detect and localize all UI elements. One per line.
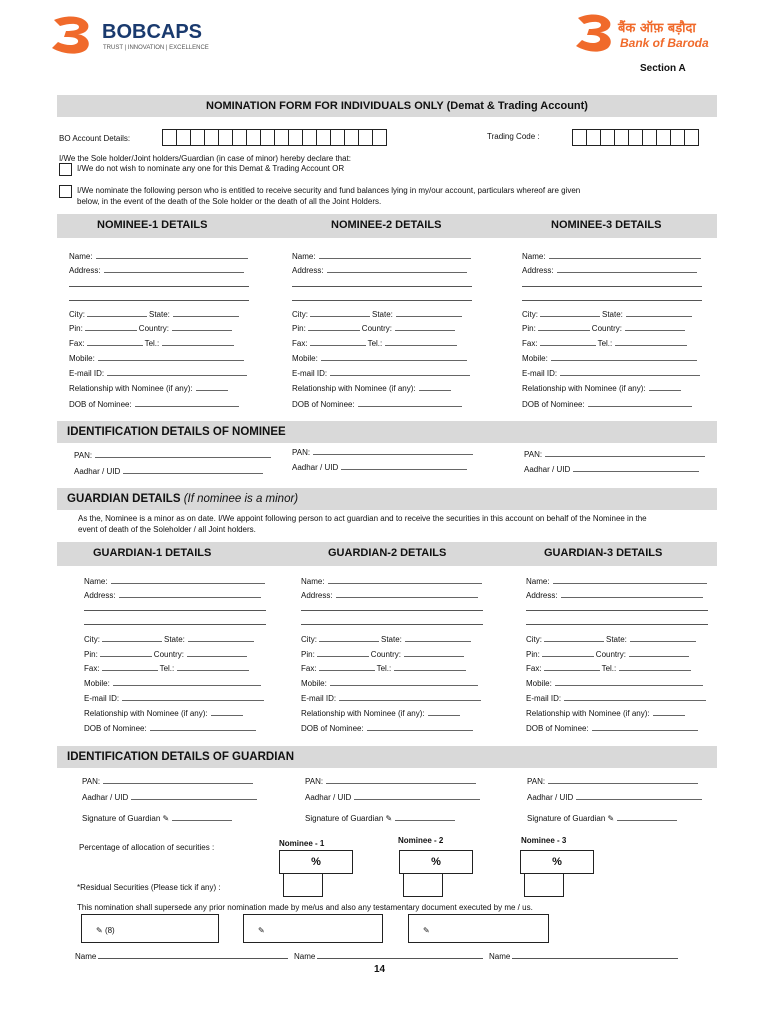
guardian-3-email-field[interactable]: E-mail ID: <box>526 694 706 703</box>
guardian-1-pin-country-field[interactable]: Pin: Country: <box>84 650 247 659</box>
sig-note: (8) <box>104 926 115 935</box>
nominee-1-name-field[interactable]: Name: <box>69 252 248 261</box>
guardian-3-aadhar-field[interactable]: Aadhar / UID <box>527 793 702 802</box>
guardian-2-name-field[interactable]: Name: <box>301 577 482 586</box>
guardian-3-name-field[interactable]: Name: <box>526 577 707 586</box>
bo-account-boxes[interactable] <box>162 129 386 146</box>
guardian-2-header: GUARDIAN-2 DETAILS <box>328 547 447 559</box>
pen-icon: ✎ <box>607 814 615 823</box>
nominee-1-relationship-field[interactable]: Relationship with Nominee (if any): <box>69 384 228 393</box>
declaration-text: I/We the Sole holder/Joint holders/Guardian (in case of minor) hereby declare that: <box>59 154 352 163</box>
guardian-3-pan-field[interactable]: PAN: <box>527 777 698 786</box>
allocation-label: Percentage of allocation of securities : <box>79 843 215 852</box>
nominee-1-pan-field[interactable]: PAN: <box>74 451 271 460</box>
nominee-3-pan-field[interactable]: PAN: <box>524 450 705 459</box>
nominee-2-relationship-field[interactable]: Relationship with Nominee (if any): <box>292 384 451 393</box>
holder-2-signature-box[interactable] <box>243 914 383 943</box>
residual-nominee-3-checkbox[interactable] <box>524 873 564 897</box>
nominee-3-email-field[interactable]: E-mail ID: <box>522 369 700 378</box>
form-title: NOMINATION FORM FOR INDIVIDUALS ONLY (Demat & Trading Account) <box>57 95 717 117</box>
holder-3-signature-box[interactable] <box>408 914 549 943</box>
bob-hindi-name: बैंक ऑफ़ बड़ौदा <box>618 21 696 36</box>
guardian-3-address-line-2[interactable] <box>526 610 708 611</box>
allocation-nominee-2-input[interactable]: % <box>399 850 473 874</box>
nominee-3-mobile-field[interactable]: Mobile: <box>522 354 697 363</box>
nominee-1-email-field[interactable]: E-mail ID: <box>69 369 247 378</box>
bob-english-name: Bank of Baroda <box>620 36 709 50</box>
nominee-2-header: NOMINEE-2 DETAILS <box>331 219 442 231</box>
guardian-note-line1: As the, Nominee is a minor as on date. I/We appoint following person to act guardian and to receive the securities in this account on behalf of the Nominee in the <box>78 514 647 523</box>
nominee-1-address-field[interactable]: Address: <box>69 266 244 275</box>
guardian-1-address-field[interactable]: Address: <box>84 591 261 600</box>
guardian-2-pan-field[interactable]: PAN: <box>305 777 476 786</box>
guardian-3-mobile-field[interactable]: Mobile: <box>526 679 703 688</box>
guardian-2-pin-country-field[interactable]: Pin: Country: <box>301 650 464 659</box>
id-nominee-title: IDENTIFICATION DETAILS OF NOMINEE <box>57 421 717 443</box>
guardian-title: GUARDIAN DETAILS <box>67 493 181 505</box>
guardian-3-relationship-field[interactable]: Relationship with Nominee (if any): <box>526 709 685 718</box>
holder-1-name[interactable]: Name <box>75 952 288 961</box>
nominee-2-dob-field[interactable]: DOB of Nominee: <box>292 400 462 409</box>
nominee-3-header: NOMINEE-3 DETAILS <box>551 219 662 231</box>
trading-code-label: Trading Code : <box>487 132 540 141</box>
nominee-1-fax-tel-field[interactable]: Fax: Tel.: <box>69 339 234 348</box>
pen-icon: ✎ <box>423 926 430 935</box>
guardian-3-address-line-3[interactable] <box>526 624 708 625</box>
nominee-1-dob-field[interactable]: DOB of Nominee: <box>69 400 239 409</box>
bobcaps-logo <box>48 12 248 56</box>
guardian-1-city-state-field[interactable]: City: State: <box>84 635 254 644</box>
guardian-2-email-field[interactable]: E-mail ID: <box>301 694 481 703</box>
guardian-1-mobile-field[interactable]: Mobile: <box>84 679 261 688</box>
nominee-3-address-field[interactable]: Address: <box>522 266 697 275</box>
nominee-1-pin-country-field[interactable]: Pin: Country: <box>69 324 232 333</box>
section-label: Section A <box>640 63 686 74</box>
guardian-title-suffix: (If nominee is a minor) <box>183 493 299 505</box>
guardian-2-dob-field[interactable]: DOB of Nominee: <box>301 724 473 733</box>
guardian-2-signature-field[interactable]: Signature of Guardian ✎ <box>305 814 455 823</box>
guardian-1-aadhar-field[interactable]: Aadhar / UID <box>82 793 257 802</box>
holder-2-name[interactable]: Name <box>294 952 483 961</box>
guardian-1-relationship-field[interactable]: Relationship with Nominee (if any): <box>84 709 243 718</box>
supersede-text: This nomination shall supersede any prior nomination made by me/us and also any testamentary document executed by me / us. <box>77 903 533 912</box>
nominee-2-aadhar-field[interactable]: Aadhar / UID <box>292 463 467 472</box>
nominee-3-relationship-field[interactable]: Relationship with Nominee (if any): <box>522 384 681 393</box>
guardian-3-dob-field[interactable]: DOB of Nominee: <box>526 724 698 733</box>
nominee-2-address-line-3[interactable] <box>292 300 472 301</box>
no-nominee-checkbox[interactable] <box>59 163 72 176</box>
guardian-2-aadhar-field[interactable]: Aadhar / UID <box>305 793 480 802</box>
guardian-3-fax-tel-field[interactable]: Fax: Tel.: <box>526 664 691 673</box>
guardian-1-fax-tel-field[interactable]: Fax: Tel.: <box>84 664 249 673</box>
id-guardian-title: IDENTIFICATION DETAILS OF GUARDIAN <box>57 746 717 768</box>
nominee-1-address-line-3[interactable] <box>69 300 249 301</box>
nominee-2-pan-field[interactable]: PAN: <box>292 448 473 457</box>
guardian-1-pan-field[interactable]: PAN: <box>82 777 253 786</box>
nominee-1-city-state-field[interactable]: City: State: <box>69 310 239 319</box>
bobcaps-name: BOBCAPS <box>102 21 203 43</box>
allocation-nominee-3-input[interactable]: % <box>520 850 594 874</box>
page-number: 14 <box>374 964 386 975</box>
guardian-2-address-field[interactable]: Address: <box>301 591 478 600</box>
nominee-2-address-field[interactable]: Address: <box>292 266 467 275</box>
bo-account-label: BO Account Details: <box>59 134 131 143</box>
allocation-nominee-1-header: Nominee - 1 <box>279 839 325 848</box>
nominee-3-dob-field[interactable]: DOB of Nominee: <box>522 400 692 409</box>
guardian-2-city-state-field[interactable]: City: State: <box>301 635 471 644</box>
guardian-1-header: GUARDIAN-1 DETAILS <box>93 547 212 559</box>
holder-3-name[interactable]: Name <box>489 952 678 961</box>
guardian-2-mobile-field[interactable]: Mobile: <box>301 679 478 688</box>
allocation-nominee-2-header: Nominee - 2 <box>398 836 444 845</box>
guardian-2-fax-tel-field[interactable]: Fax: Tel.: <box>301 664 466 673</box>
bank-of-baroda-logo <box>576 12 726 56</box>
nominee-2-city-state-field[interactable]: City: State: <box>292 310 462 319</box>
nominee-3-fax-tel-field[interactable]: Fax: Tel.: <box>522 339 687 348</box>
guardian-header-bar <box>57 542 717 566</box>
pen-icon: ✎ <box>385 814 393 823</box>
guardian-1-name-field[interactable]: Name: <box>84 577 265 586</box>
guardian-1-address-line-3[interactable] <box>84 624 266 625</box>
guardian-2-address-line-2[interactable] <box>301 610 483 611</box>
guardian-3-address-field[interactable]: Address: <box>526 591 703 600</box>
nominee-2-address-line-2[interactable] <box>292 286 472 287</box>
nominee-3-pin-country-field[interactable]: Pin: Country: <box>522 324 685 333</box>
option2-line2: below, in the event of the death of the Sole holder or the death of all the Joint Holders. <box>77 197 382 206</box>
nominee-1-aadhar-field[interactable]: Aadhar / UID <box>74 467 263 476</box>
guardian-3-pin-country-field[interactable]: Pin: Country: <box>526 650 689 659</box>
nominee-2-email-field[interactable]: E-mail ID: <box>292 369 470 378</box>
holder-1-signature-box[interactable] <box>81 914 219 943</box>
guardian-2-address-line-3[interactable] <box>301 624 483 625</box>
nominate-checkbox[interactable] <box>59 185 72 198</box>
allocation-nominee-1-input[interactable]: % <box>279 850 353 874</box>
pen-icon: ✎ <box>162 814 170 823</box>
nominee-3-name-field[interactable]: Name: <box>522 252 701 261</box>
allocation-nominee-3-header: Nominee - 3 <box>521 836 567 845</box>
trading-code-boxes[interactable] <box>572 129 698 146</box>
nominee-3-address-line-2[interactable] <box>522 286 702 287</box>
nominee-3-address-line-3[interactable] <box>522 300 702 301</box>
option1-text: I/We do not wish to nominate any one for this Demat & Trading Account OR <box>77 164 345 173</box>
nominee-header-bar <box>57 214 717 238</box>
pen-icon: ✎ <box>258 926 265 935</box>
guardian-1-address-line-2[interactable] <box>84 610 266 611</box>
nominee-2-mobile-field[interactable]: Mobile: <box>292 354 467 363</box>
guardian-1-email-field[interactable]: E-mail ID: <box>84 694 264 703</box>
guardian-title-bar <box>57 488 717 510</box>
guardian-3-signature-field[interactable]: Signature of Guardian ✎ <box>527 814 677 823</box>
guardian-2-relationship-field[interactable]: Relationship with Nominee (if any): <box>301 709 460 718</box>
residual-nominee-1-checkbox[interactable] <box>283 873 323 897</box>
nominee-2-fax-tel-field[interactable]: Fax: Tel.: <box>292 339 457 348</box>
residual-nominee-2-checkbox[interactable] <box>403 873 443 897</box>
nominee-3-city-state-field[interactable]: City: State: <box>522 310 692 319</box>
guardian-3-city-state-field[interactable]: City: State: <box>526 635 696 644</box>
nominee-2-pin-country-field[interactable]: Pin: Country: <box>292 324 455 333</box>
guardian-1-dob-field[interactable]: DOB of Nominee: <box>84 724 256 733</box>
pen-icon: ✎ <box>96 926 103 935</box>
nominee-2-name-field[interactable]: Name: <box>292 252 471 261</box>
guardian-1-signature-field[interactable]: Signature of Guardian ✎ <box>82 814 232 823</box>
guardian-3-header: GUARDIAN-3 DETAILS <box>544 547 663 559</box>
bobcaps-tagline: TRUST | INNOVATION | EXCELLENCE <box>103 45 209 51</box>
residual-label: *Residual Securities (Please tick if any) : <box>77 883 221 892</box>
nominee-1-header: NOMINEE-1 DETAILS <box>97 219 208 231</box>
guardian-note-line2: event of death of the Soleholder / all Joint holders. <box>78 525 256 534</box>
nominee-1-address-line-2[interactable] <box>69 286 249 287</box>
nominee-3-aadhar-field[interactable]: Aadhar / UID <box>524 465 699 474</box>
nominee-1-mobile-field[interactable]: Mobile: <box>69 354 244 363</box>
option2-line1: I/We nominate the following person who is entitled to receive security and fund balances lying in my/our account, particulars whereof are given <box>77 186 581 195</box>
